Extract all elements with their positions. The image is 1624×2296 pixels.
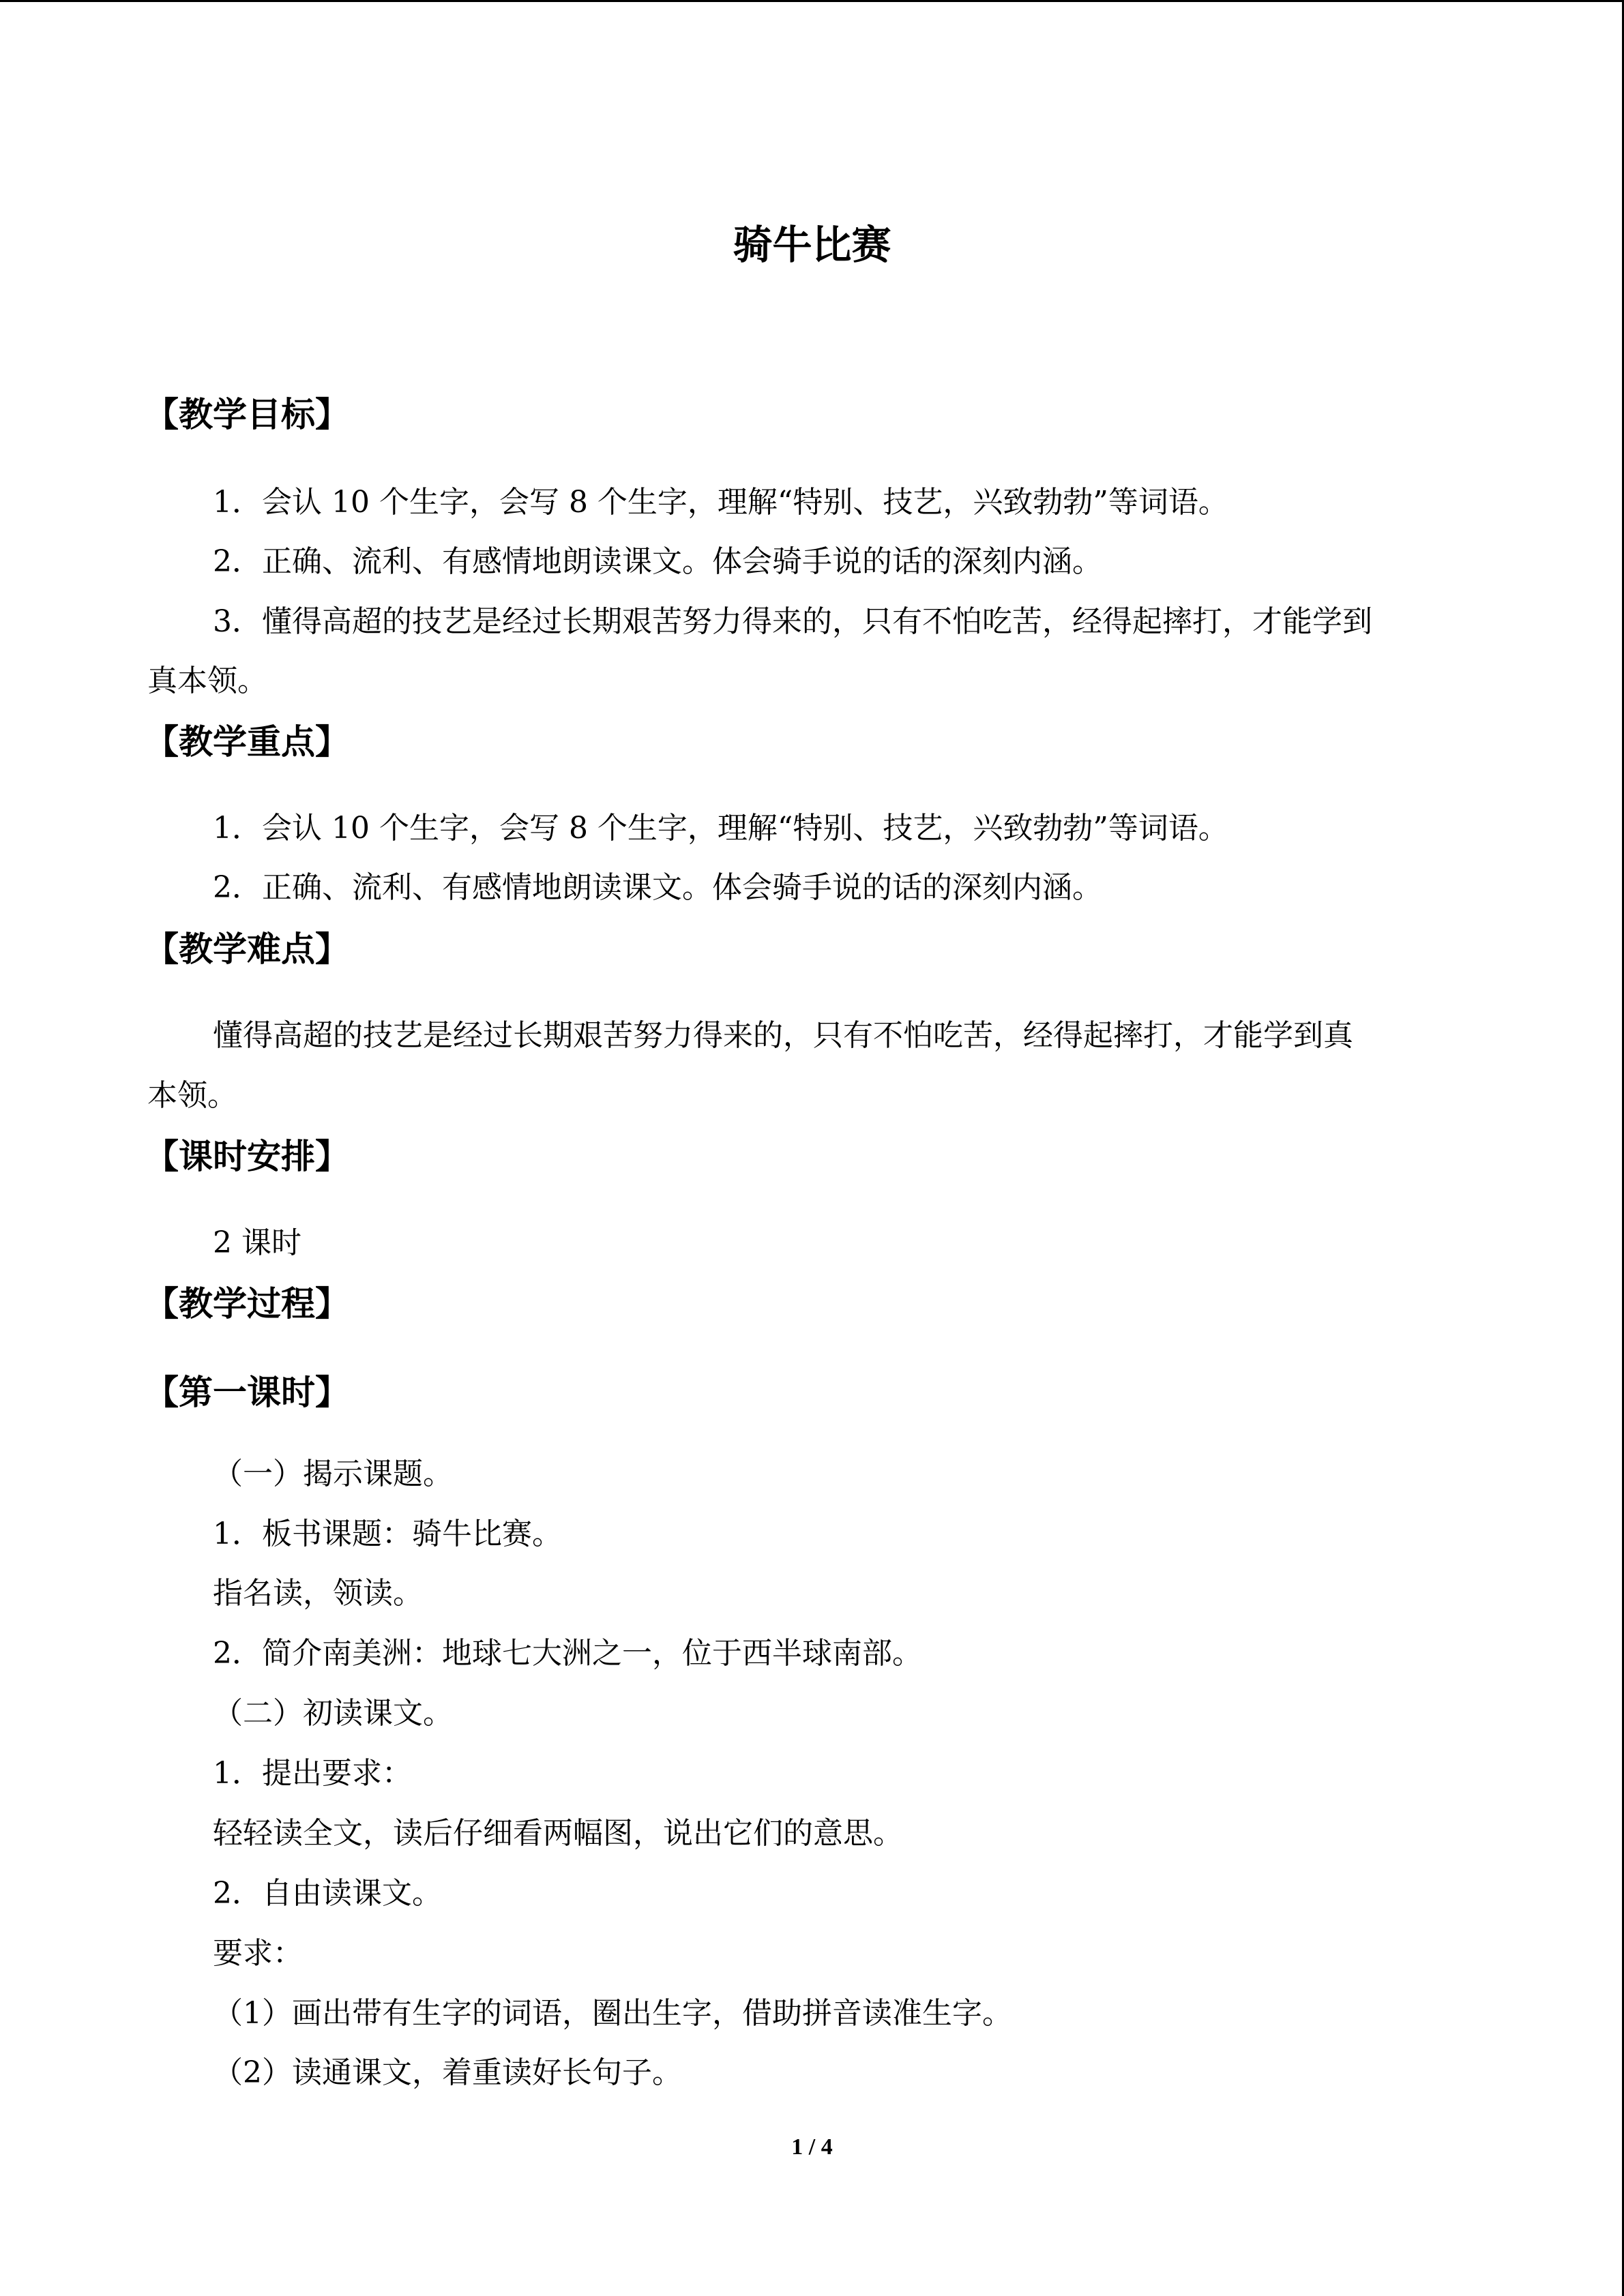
objective-item-3-continued: 真本领。 (147, 664, 267, 698)
lesson-step-9: 要求： (213, 1936, 303, 1971)
objective-item-2: 2．正确、流利、有感情地朗读课文。体会骑手说的话的深刻内涵。 (213, 544, 1102, 579)
key-point-item-2: 2．正确、流利、有感情地朗读课文。体会骑手说的话的深刻内涵。 (213, 870, 1102, 905)
document-title: 骑牛比赛 (733, 222, 891, 268)
heading-objectives: 【教学目标】 (145, 395, 349, 434)
lesson-step-11: （2）读通课文，着重读好长句子。 (213, 2055, 682, 2090)
heading-key-points: 【教学重点】 (145, 722, 349, 762)
objective-item-3: 3．懂得高超的技艺是经过长期艰苦努力得来的，只有不怕吃苦，经得起摔打，才能学到 (213, 604, 1372, 639)
schedule-item: 2 课时 (213, 1225, 301, 1260)
heading-difficulties: 【教学难点】 (145, 929, 349, 969)
key-point-item-1: 1．会认 10 个生字，会写 8 个生字，理解“特别、技艺，兴致勃勃”等词语。 (213, 811, 1228, 846)
heading-schedule: 【课时安排】 (145, 1137, 349, 1176)
lesson-step-7: 轻轻读全文，读后仔细看两幅图，说出它们的意思。 (213, 1816, 903, 1851)
lesson-step-5: （二）初读课文。 (213, 1696, 453, 1731)
objective-item-1: 1．会认 10 个生字，会写 8 个生字，理解“特别、技艺，兴致勃勃”等词语。 (213, 485, 1228, 520)
lesson-step-10: （1）画出带有生字的词语，圈出生字，借助拼音读准生字。 (213, 1996, 1012, 2031)
difficulty-item-1: 懂得高超的技艺是经过长期艰苦努力得来的，只有不怕吃苦，经得起摔打，才能学到真 (213, 1018, 1353, 1053)
lesson-step-3: 指名读，领读。 (213, 1576, 423, 1611)
lesson-step-2: 1．板书课题：骑牛比赛。 (213, 1517, 562, 1551)
difficulty-item-1-continued: 本领。 (147, 1078, 237, 1113)
heading-first-lesson: 【第一课时】 (145, 1373, 349, 1412)
lesson-step-4: 2．简介南美洲：地球七大洲之一，位于西半球南部。 (213, 1636, 922, 1671)
lesson-step-8: 2．自由读课文。 (213, 1876, 442, 1911)
heading-process: 【教学过程】 (145, 1284, 349, 1324)
lesson-step-6: 1．提出要求： (213, 1756, 412, 1791)
lesson-step-1: （一）揭示课题。 (213, 1457, 453, 1491)
page-number: 1 / 4 (791, 2134, 833, 2160)
page-border-top (0, 0, 1624, 2)
